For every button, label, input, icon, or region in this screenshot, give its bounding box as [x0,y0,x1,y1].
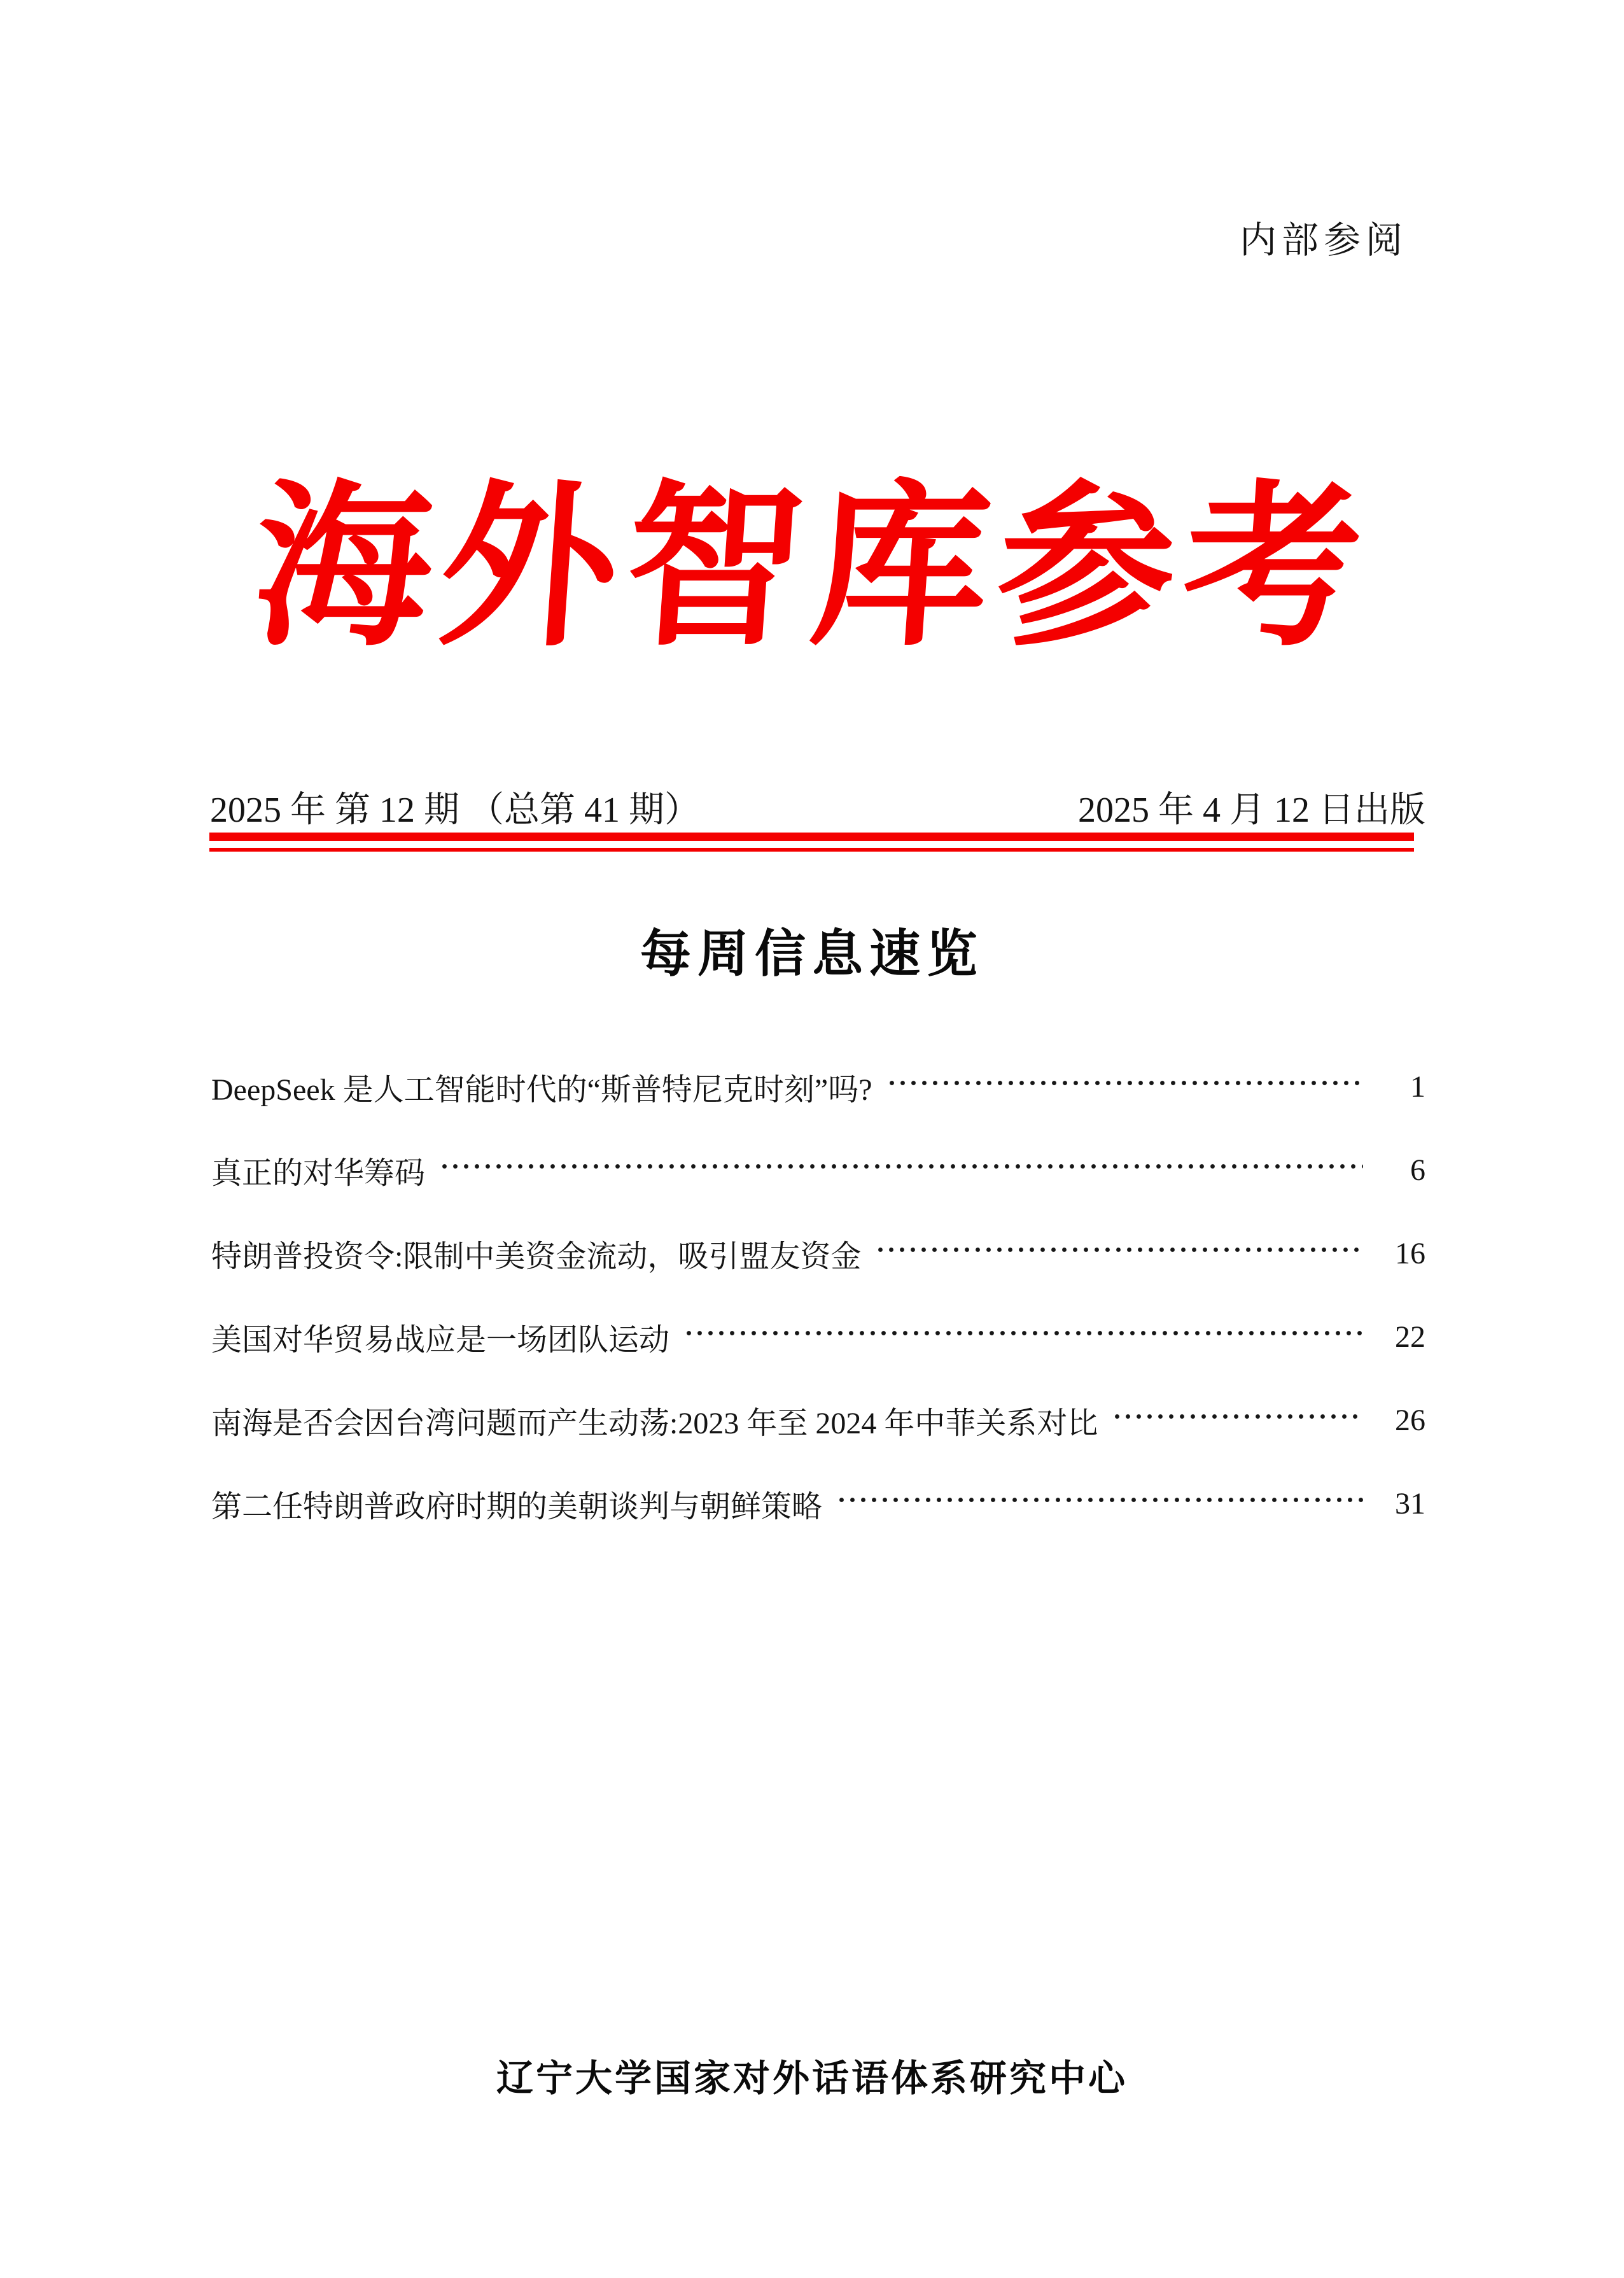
issue-number: 2025 年 第 12 期 （总第 41 期） [210,791,700,830]
publish-date: 2025 年 4 月 12 日出版 [1078,791,1425,830]
toc-page-number: 16 [1395,1237,1425,1270]
publisher-institution: 辽宁大学国家对外话语体系研究中心 [496,2058,1128,2099]
toc-entry-title: DeepSeek 是人工智能时代的“斯普特尼克时刻”吗? [211,1073,872,1107]
toc-dotted-leader [1112,1379,1363,1462]
toc-dotted-leader [683,1295,1363,1379]
publication-title: 海外智库参考 [248,471,1376,667]
toc-entry[interactable] [211,1045,1425,1128]
classification-label: 内部参阅 [1239,220,1408,261]
toc-page-number: 26 [1395,1403,1425,1437]
toc-dotted-leader [439,1128,1363,1212]
toc-entry-title: 特朗普投资令:限制中美资金流动，吸引盟友资金 [211,1240,862,1274]
toc-entry[interactable] [211,1462,1425,1545]
toc-entry[interactable] [211,1295,1425,1379]
toc-dotted-leader [875,1212,1363,1295]
toc-entry-title: 美国对华贸易战应是一场团队运动 [211,1323,670,1357]
red-rule-thick [209,833,1414,841]
issue-info-row [210,782,1425,833]
toc-page-number: 1 [1410,1070,1425,1104]
toc-entry-title: 真正的对华筹码 [211,1157,426,1190]
toc-entry[interactable] [211,1212,1425,1295]
toc-page-number: 31 [1395,1487,1425,1521]
toc-entry-title: 第二任特朗普政府时期的美朝谈判与朝鲜策略 [211,1490,823,1524]
toc-entry-title: 南海是否会因台湾问题而产生动荡:2023 年至 2024 年中菲关系对比 [211,1407,1098,1440]
red-rule-thin [209,848,1414,852]
section-heading: 每周信息速览 [640,925,984,982]
toc-entry[interactable] [211,1379,1425,1462]
toc-dotted-leader [836,1462,1363,1545]
toc-page-number: 22 [1395,1320,1425,1354]
table-of-contents [211,1045,1425,1545]
toc-page-number: 6 [1410,1153,1425,1187]
toc-entry[interactable] [211,1128,1425,1212]
toc-dotted-leader [886,1045,1364,1128]
